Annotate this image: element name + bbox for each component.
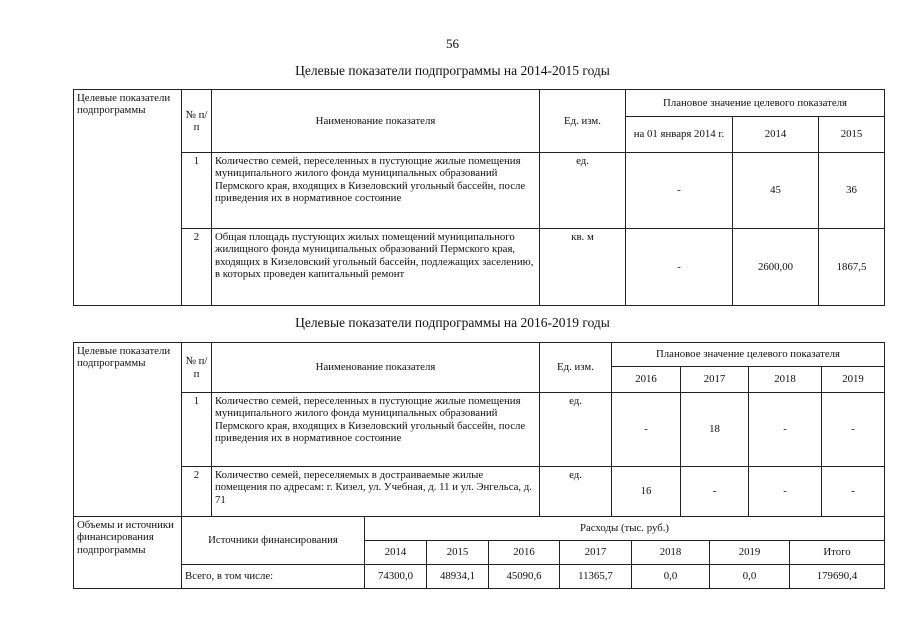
row-value: -: [681, 467, 749, 517]
row-num: 1: [182, 153, 212, 229]
row-num: 2: [182, 229, 212, 306]
col-num-header: № п/п: [182, 90, 212, 153]
col-expenses-header: Расходы (тыс. руб.): [365, 517, 885, 541]
page-number: 56: [446, 36, 459, 51]
row-name: Количество семей, переселенных в пустующие жилые помещения муниципального жилого фонда муниципальных образований Пермского края, входящих в Кизеловский угольный бассейн, после приведения их в нормативное состояние: [212, 393, 540, 467]
row-unit: ед.: [540, 153, 626, 229]
col-name-header: Наименование показателя: [212, 90, 540, 153]
table-row: [74, 393, 885, 467]
col-year-header: 2019: [710, 541, 790, 565]
col-year-header: 2016: [489, 541, 560, 565]
col-plan-header: Плановое значение целевого показателя: [626, 90, 885, 117]
row-num: 2: [182, 467, 212, 517]
table-row: [74, 565, 885, 589]
col-year-header: 2014: [365, 541, 427, 565]
col-sources-header: Источники финансирования: [182, 517, 365, 565]
row-name: Количество семей, переселяемых в достраиваемые жилые помещения по адресам: г. Кизел, ул. Учебная, д. 11 и ул. Энгельса, д. 71: [212, 467, 540, 517]
col-unit-header: Ед. изм.: [540, 90, 626, 153]
row-value: -: [626, 229, 733, 306]
col-name-header: Наименование показателя: [212, 343, 540, 393]
row-unit: кв. м: [540, 229, 626, 306]
table-row: [74, 153, 885, 229]
row-value: -: [822, 467, 885, 517]
col-year0-header: на 01 января 2014 г.: [626, 117, 733, 153]
col-year-header: 2018: [632, 541, 710, 565]
col-num-header: № п/п: [182, 343, 212, 393]
row-value: 16: [612, 467, 681, 517]
targets-table-2016-2019: [73, 342, 885, 517]
table-row: [74, 467, 885, 517]
total-label: Всего, в том числе:: [182, 565, 365, 589]
row-name: Количество семей, переселенных в пустующие жилые помещения муниципального жилого фонда муниципальных образований Пермского края, входящих в Кизеловский угольный бассейн, после приведения их в нормативное состояние: [212, 153, 540, 229]
total-value: 48934,1: [427, 565, 489, 589]
row-value: -: [749, 393, 822, 467]
table-row: [74, 229, 885, 306]
targets-table-2014-2015: [73, 89, 885, 306]
row-num: 1: [182, 393, 212, 467]
row-value: 45: [733, 153, 819, 229]
row-value: -: [626, 153, 733, 229]
indicators-label: Целевые показатели подпрограммы: [74, 343, 182, 517]
col-year-header: 2017: [681, 367, 749, 393]
row-value: -: [822, 393, 885, 467]
table2-title: Целевые показатели подпрограммы на 2016-2019 годы: [295, 315, 610, 330]
row-unit: ед.: [540, 393, 612, 467]
row-value: 2600,00: [733, 229, 819, 306]
col-plan-header: Плановое значение целевого показателя: [612, 343, 885, 367]
table1-title: Целевые показатели подпрограммы на 2014-2015 годы: [295, 63, 610, 78]
total-value: 11365,7: [560, 565, 632, 589]
col-year-header: 2015: [427, 541, 489, 565]
total-value: 45090,6: [489, 565, 560, 589]
total-value: 0,0: [632, 565, 710, 589]
col-year-header: 2017: [560, 541, 632, 565]
col-year-header: 2019: [822, 367, 885, 393]
col-year1-header: 2014: [733, 117, 819, 153]
row-value: 1867,5: [819, 229, 885, 306]
col-year-header: 2016: [612, 367, 681, 393]
total-value: 74300,0: [365, 565, 427, 589]
col-total-header: Итого: [790, 541, 885, 565]
total-value: 179690,4: [790, 565, 885, 589]
row-value: 36: [819, 153, 885, 229]
row-unit: ед.: [540, 467, 612, 517]
row-name: Общая площадь пустующих жилых помещений муниципального жилищного фонда муниципальных образований Пермского края, входящих в Кизеловский угольный бассейн, подлежащих заселению, в которых проведен капитальный ремонт: [212, 229, 540, 306]
total-value: 0,0: [710, 565, 790, 589]
col-year-header: 2018: [749, 367, 822, 393]
col-unit-header: Ед. изм.: [540, 343, 612, 393]
col-year2-header: 2015: [819, 117, 885, 153]
row-value: 18: [681, 393, 749, 467]
row-value: -: [749, 467, 822, 517]
indicators-label: Целевые показатели подпрограммы: [74, 90, 182, 306]
financing-label: Объемы и источники финансирования подпрограммы: [74, 517, 182, 589]
financing-table: [73, 516, 885, 589]
row-value: -: [612, 393, 681, 467]
